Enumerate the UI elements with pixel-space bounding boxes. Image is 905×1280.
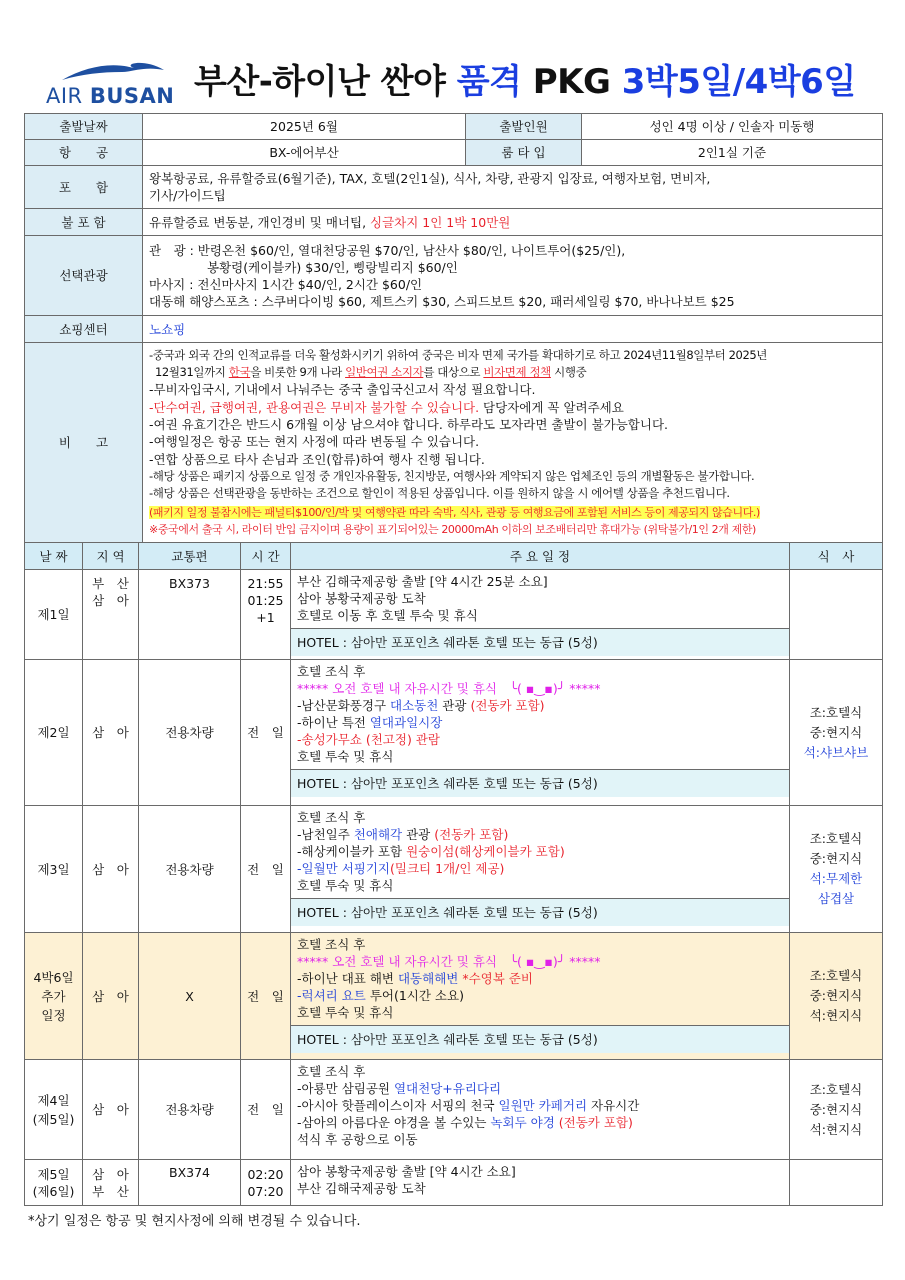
day2-row	[25, 660, 883, 806]
room-value: 2인1실 기준	[582, 140, 883, 166]
day4-transport: 전용차량	[139, 1060, 241, 1160]
schedule-table	[24, 542, 883, 1206]
day1-region: 부 산 삼 아	[83, 570, 139, 660]
extra-day-transport: X	[139, 933, 241, 1060]
extra-day-plan: 호텔 조식 후 ***** 오전 호텔 내 자유시간 및 휴식 ╰( ▪‿▪)╯ ***** -하이난 대표 해변 대동해해변 *수영복 준비 -럭셔리 요트 투어(1시간 소요) 호텔 투숙 및 휴식 HOTEL : 삼아만 포포인츠 쉐라톤 호텔 또는 동급 (5성)	[291, 933, 790, 1060]
day4-date: 제4일 (제5일)	[25, 1060, 83, 1160]
include-label: 포 함	[25, 166, 143, 209]
header-region: 지 역	[83, 543, 139, 570]
page-header	[22, 52, 882, 108]
day5-meal	[790, 1160, 883, 1206]
people-label: 출발인원	[466, 114, 582, 140]
day2-date: 제2일	[25, 660, 83, 806]
day3-time: 전 일	[241, 806, 291, 933]
extra-day-region: 삼 아	[83, 933, 139, 1060]
day5-region: 삼 아 부 산	[83, 1160, 139, 1206]
day3-date: 제3일	[25, 806, 83, 933]
header-transport: 교통편	[139, 543, 241, 570]
optional-label: 선택관광	[25, 236, 143, 316]
day1-time: 21:55 01:25 +1	[241, 570, 291, 660]
day4-region: 삼 아	[83, 1060, 139, 1160]
airline-value: BX-에어부산	[143, 140, 466, 166]
day3-meal: 조:호텔식 중:현지식 석:무제한 삼겹살	[790, 806, 883, 933]
day1-plan: 부산 김해국제공항 출발 [약 4시간 25분 소요] 삼아 봉황국제공항 도착 호텔로 이동 후 호텔 투숙 및 휴식 HOTEL : 삼아만 포포인츠 쉐라톤 호텔 또는 동급 (5성)	[291, 570, 790, 660]
day5-transport: BX374	[139, 1160, 241, 1206]
remarks-label: 비 고	[25, 343, 143, 543]
exclude-value: 유류할증료 변동분, 개인경비 및 매너팁, 싱글차지 1인 1박 10만원	[143, 209, 883, 236]
day2-plan: 호텔 조식 후 ***** 오전 호텔 내 자유시간 및 휴식 ╰( ▪‿▪)╯ ***** -남산문화풍경구 대소동천 관광 (전동카 포함) -하이난 특전 열대과일시장 -송성가무쇼 (천고정) 관람 호텔 투숙 및 휴식 HOTEL : 삼아만 포포인츠 쉐라톤 호텔 또는 동급 (5성)	[291, 660, 790, 806]
day4-plan: 호텔 조식 후 -아룡만 삼림공원 열대천당+유리다리 -아시아 핫플레이스이자 서핑의 천국 일원만 카페거리 자유시간 -삼아의 아름다운 야경을 볼 수있는 녹회두 야경 (전동카 포함) 석식 후 공항으로 이동	[291, 1060, 790, 1160]
departure-label: 출발날짜	[25, 114, 143, 140]
header-plan: 주 요 일 정	[291, 543, 790, 570]
info-table	[24, 113, 883, 543]
page-title: 부산-하이난 싼야 품격 PKG 3박5일/4박6일	[194, 62, 856, 102]
day1-meal	[790, 570, 883, 660]
include-value: 왕복항공료, 유류할증료(6월기준), TAX, 호텔(2인1실), 식사, 차량, 관광지 입장료, 여행자보험, 면비자, 기사/가이드팁	[143, 166, 883, 209]
footer-note: *상기 일정은 항공 및 현지사정에 의해 변경될 수 있습니다.	[28, 1214, 361, 1229]
day1-hotel: HOTEL : 삼아만 포포인츠 쉐라톤 호텔 또는 동급 (5성)	[291, 628, 789, 656]
exclude-label: 불 포 함	[25, 209, 143, 236]
day3-row	[25, 806, 883, 933]
day5-time: 02:20 07:20	[241, 1160, 291, 1206]
extra-day-hotel: HOTEL : 삼아만 포포인츠 쉐라톤 호텔 또는 동급 (5성)	[291, 1025, 789, 1053]
header-meal: 식 사	[790, 543, 883, 570]
bird-icon	[52, 60, 172, 82]
day4-row	[25, 1060, 883, 1160]
departure-value: 2025년 6월	[143, 114, 466, 140]
optional-value: 관 광 : 반령온천 $60/인, 열대천당공원 $70/인, 남산사 $80/인, 나이트투어($25/인), 봉황령(케이블카) $30/인, 삥랑빌리지 $60/인 마사지 : 전신마사지 1시간 $40/인, 2시간 $60/인 대동해 해양스포츠 : 스쿠버다이빙 $60, 제트스키 $30, 스피드보트 $20, 패러세일링 $70, 바나나보트 $25	[143, 236, 883, 316]
shopping-value: 노쇼핑	[143, 316, 883, 343]
day3-transport: 전용차량	[139, 806, 241, 933]
day2-time: 전 일	[241, 660, 291, 806]
header-time: 시 간	[241, 543, 291, 570]
day4-meal: 조:호텔식 중:현지식 석:현지식	[790, 1060, 883, 1160]
day5-date: 제5일 (제6일)	[25, 1160, 83, 1206]
remarks-value: -중국과 외국 간의 인적교류를 더욱 활성화시키기 위하여 중국은 비자 면제 국가를 확대하기로 하고 2024년11월8일부터 2025년 12월31일까지 한국을 비롯한 9개 나라 일반여권 소지자를 대상으로 비자면제 정책 시행중 -무비자입국시, 기내에서 나눠주는 중국 출입국신고서 작성 필요합니다. -단수여권, 급행여권, 관용여권은 무비자 불가할 수 있습니다. 담당자에게 꼭 알려주세요 -여권 유효기간은 반드시 6개월 이상 남으셔야 합니다. 하루라도 모자라면 출발이 불가능합니다. -여행일정은 항공 또는 현지 사정에 따라 변동될 수 있습니다. -연합 상품으로 타사 손님과 조인(합류)하여 행사 진행 됩니다. -해당 상품은 패키지 상품으로 일정 중 개인자유활동, 친지방문, 여행사와 계약되지 않은 업체조인 등의 개별활동은 불가합니다. -해당 상품은 선택관광을 동반하는 조건으로 할인이 적용된 상품입니다. 이를 원하지 않을 시 에어텔 상품을 추천드립니다. (패키지 일정 불참시에는 패널티$100/인/박 및 여행약관 따라 숙박, 식사, 관광 등 여행요금에 포함된 서비스 등이 제공되지 않습니다.) ※중국에서 출국 시, 라이터 반입 금지이며 용량이 표기되어있는 20000mAh 이하의 보조배터리만 휴대가능 (위탁불가/1인 2개 제한)	[143, 343, 883, 543]
day1-transport: BX373	[139, 570, 241, 660]
extra-day-time: 전 일	[241, 933, 291, 1060]
day3-region: 삼 아	[83, 806, 139, 933]
air-busan-logo: AIR BUSAN	[46, 60, 196, 108]
day2-region: 삼 아	[83, 660, 139, 806]
day1-date: 제1일	[25, 570, 83, 660]
shopping-label: 쇼핑센터	[25, 316, 143, 343]
day3-plan: 호텔 조식 후 -남천일주 천애해각 관광 (전동카 포함) -해상케이블카 포함 원숭이섬(해상케이블카 포함) -일월만 서핑기지(밀크티 1개/인 제공) 호텔 투숙 및 휴식 HOTEL : 삼아만 포포인츠 쉐라톤 호텔 또는 동급 (5성)	[291, 806, 790, 933]
people-value: 성인 4명 이상 / 인솔자 미동행	[582, 114, 883, 140]
day3-hotel: HOTEL : 삼아만 포포인츠 쉐라톤 호텔 또는 동급 (5성)	[291, 898, 789, 926]
extra-day-row	[25, 933, 883, 1060]
airline-label: 항 공	[25, 140, 143, 166]
day2-hotel: HOTEL : 삼아만 포포인츠 쉐라톤 호텔 또는 동급 (5성)	[291, 769, 789, 797]
day1-row	[25, 570, 883, 660]
day2-transport: 전용차량	[139, 660, 241, 806]
extra-day-date: 4박6일 추가 일정	[25, 933, 83, 1060]
header-date: 날 짜	[25, 543, 83, 570]
day4-time: 전 일	[241, 1060, 291, 1160]
extra-day-meal: 조:호텔식 중:현지식 석:현지식	[790, 933, 883, 1060]
day5-plan: 삼아 봉황국제공항 출발 [약 4시간 소요] 부산 김해국제공항 도착	[291, 1160, 790, 1206]
day5-row	[25, 1160, 883, 1206]
room-label: 룸 타 입	[466, 140, 582, 166]
day2-meal: 조:호텔식 중:현지식 석:샤브샤브	[790, 660, 883, 806]
